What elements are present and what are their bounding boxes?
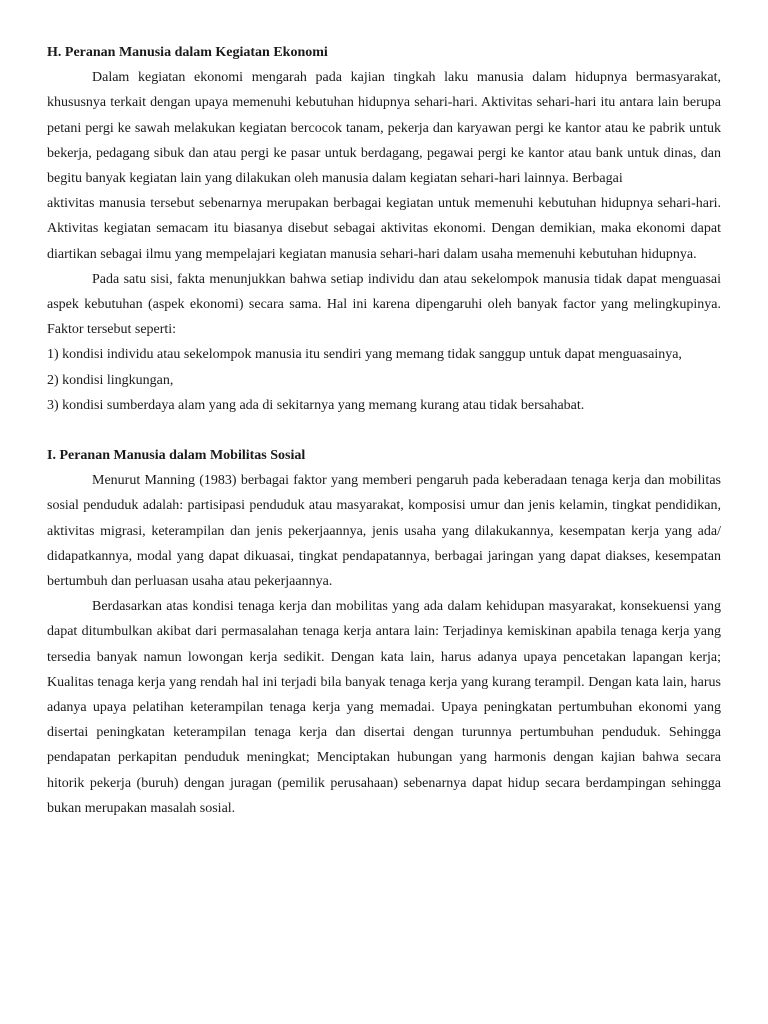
section-i-paragraph-1: Menurut Manning (1983) berbagai faktor yang memberi pengaruh pada keberadaan tenaga kerja dan mobilitas sosial penduduk adalah: partisipasi penduduk atau masyarakat, komposisi umur dan jenis kelamin, tingkat pendidikan, aktivitas migrasi, keterampilan dan jenis pekerjaannya, jenis usaha yang dilakukannya, kesempatan kerja yang ada/ didapatkannya, modal yang dapat dikuasai, tingkat pendapatannya, berbagai jaringan yang dapat diakses, kesempatan bertumbuh dan perluasan usaha atau pekerjaannya. xyxy=(47,473,721,590)
section-i-paragraph-2: Berdasarkan atas kondisi tenaga kerja dan mobilitas yang ada dalam kehidupan masyarakat, konsekuensi yang dapat ditumbulkan akibat dari permasalahan tenaga kerja antara lain: Terjadinya kemiskinan apabila tenaga kerja yang tersedia banyak namun lowongan kerja sedikit. Dengan kata lain, harus adanya upaya pencetakan lapangan kerja; Kualitas tenaga kerja yang rendah hal ini terjadi bila banyak tenaga kerja yang kurang terampil. Dengan kata lain, harus adanya upaya pelatihan keterampilan tenaga kerja yang memadai. Upaya peningkatan pertumbuhan ekonomi yang disertai peningkatan keterampilan tenaga kerja dan disertai dengan turunnya pertumbuhan penduduk. Sehingga pendapatan perkapitan penduduk meningkat; Menciptakan hubungan yang harmonis dengan kajian bahwa secara hitorik pekerja (buruh) dengan juragan (pemilik perusahaan) sebenarnya dapat hidup secara berdampingan sehingga bukan merupakan masalah sosial. xyxy=(47,599,721,816)
section-h-heading: H. Peranan Manusia dalam Kegiatan Ekonomi xyxy=(47,45,328,60)
document-page xyxy=(47,40,721,821)
section-h-paragraph-2: aktivitas manusia tersebut sebenarnya merupakan berbagai kegiatan untuk memenuhi kebutuhan hidupnya sehari-hari. Aktivitas kegiatan semacam itu biasanya disebut sebagai aktivitas ekonomi. Dengan demikian, maka ekonomi dapat diartikan sebagai ilmu yang mempelajari kegiatan manusia sehari-hari dalam usaha memenuhi kebutuhan hidupnya. xyxy=(47,196,721,262)
factor-list-item-1: 1) kondisi individu atau sekelompok manusia itu sendiri yang memang tidak sanggup untuk dapat menguasainya, xyxy=(47,347,682,363)
section-i-heading: I. Peranan Manusia dalam Mobilitas Sosial xyxy=(47,448,306,464)
section-spacer xyxy=(47,418,721,443)
section-h-paragraph-3: Pada satu sisi, fakta menunjukkan bahwa setiap individu dan atau sekelompok manusia tidak dapat menguasai aspek kebutuhan (aspek ekonomi) secara sama. Hal ini karena dipengaruhi oleh banyak factor yang melingkupinya. Faktor tersebut seperti: xyxy=(47,271,721,338)
factor-list-item-2: 2) kondisi lingkungan, xyxy=(47,372,174,388)
factor-list-item-3: 3) kondisi sumberdaya alam yang ada di sekitarnya yang memang kurang atau tidak bersahabat. xyxy=(47,397,585,413)
section-h-paragraph-1: Dalam kegiatan ekonomi mengarah pada kajian tingkah laku manusia dalam hidupnya bermasyarakat, khususnya terkait dengan upaya memenuhi kebutuhan hidupnya sehari-hari. Aktivitas sehari-hari itu antara lain berupa petani pergi ke sawah melakukan kegiatan bercocok tanam, pekerja dan karyawan pergi ke kantor atau ke pabrik untuk bekerja, pedagang sibuk dan atau pergi ke pasar untuk berdagang, pegawai pergi ke kantor atau bank untuk dinas, dan begitu banyak kegiatan lain yang dilakukan oleh manusia dalam kegiatan sehari-hari lainnya. Berbagai xyxy=(47,70,721,187)
